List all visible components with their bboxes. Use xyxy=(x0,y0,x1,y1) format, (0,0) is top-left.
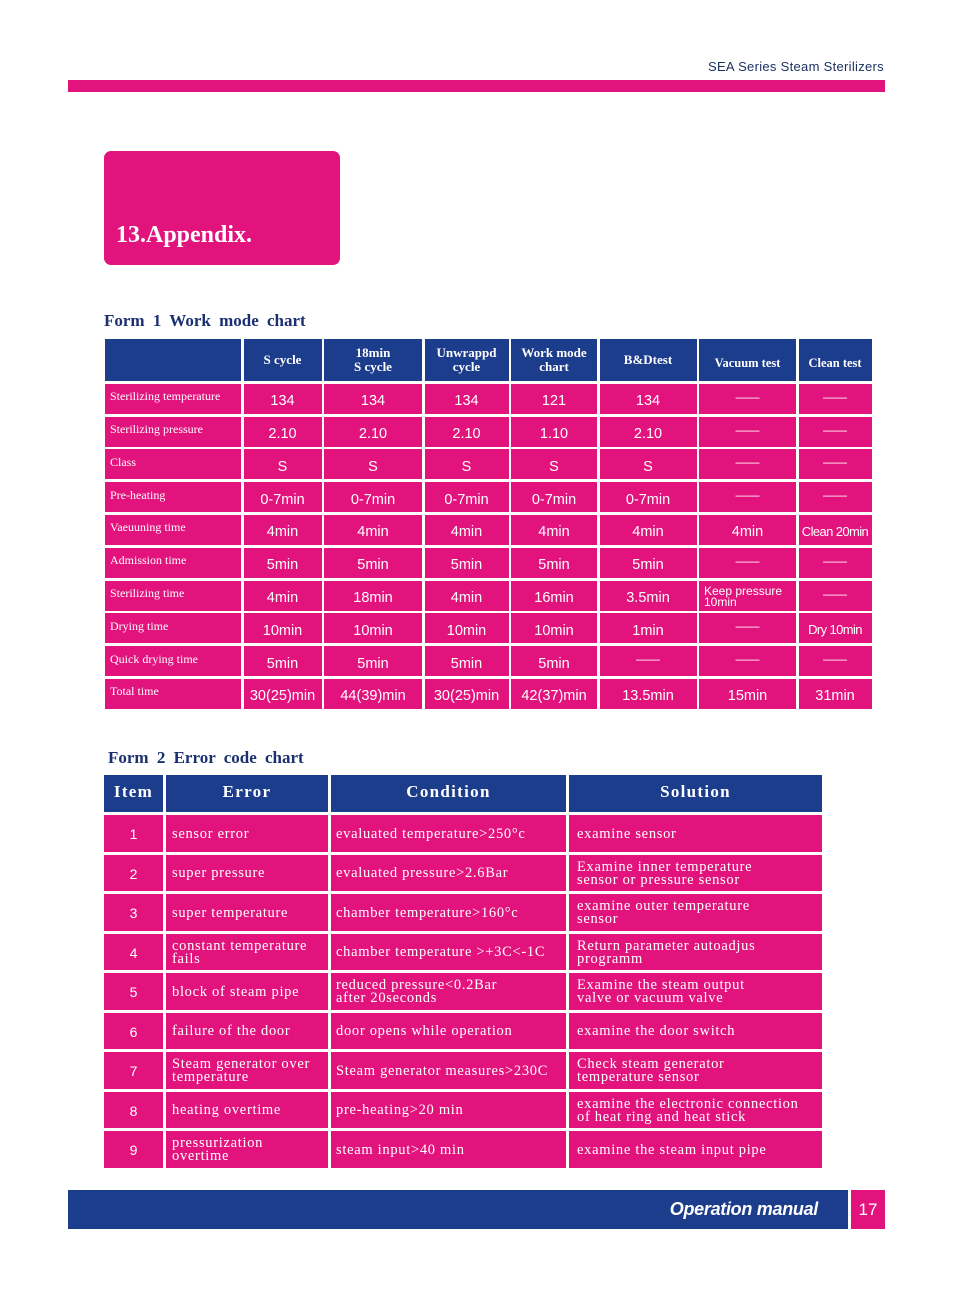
error-solution: Check steam generator temperature sensor xyxy=(569,1052,822,1089)
work-mode-cell: 4min xyxy=(425,515,509,545)
footer-manual-title: Operation manual xyxy=(669,1199,818,1219)
error-name: super pressure xyxy=(166,855,328,892)
work-mode-row-label: Class xyxy=(105,449,241,479)
work-mode-cell: 5min xyxy=(244,548,322,578)
work-mode-cell: S xyxy=(244,449,322,479)
error-solution: examine sensor xyxy=(569,815,822,852)
error-condition: Steam generator measures>230C xyxy=(331,1052,566,1089)
work-mode-cell: S xyxy=(425,449,509,479)
work-mode-cell: 13.5min xyxy=(600,679,697,709)
error-condition: steam input>40 min xyxy=(331,1131,566,1168)
work-mode-cell: 30(25)min xyxy=(244,679,322,709)
work-mode-column-header: Vacuum test xyxy=(699,339,796,381)
work-mode-cell: —— xyxy=(799,482,872,512)
work-mode-cell: 10min xyxy=(425,613,509,643)
page-number: 17 xyxy=(858,1199,878,1219)
error-code-caption: Form 2 Error code chart xyxy=(108,748,304,767)
page-number-box xyxy=(851,1190,885,1229)
work-mode-cell: S xyxy=(324,449,422,479)
work-mode-cell: —— xyxy=(799,417,872,447)
work-mode-cell: —— xyxy=(799,548,872,578)
work-mode-column-header: S cycle xyxy=(244,339,322,381)
work-mode-cell: 4min xyxy=(699,515,796,545)
work-mode-cell: 5min xyxy=(600,548,697,578)
error-item-number: 9 xyxy=(104,1131,163,1168)
work-mode-cell: 3.5min xyxy=(600,581,697,611)
work-mode-cell: S xyxy=(600,449,697,479)
work-mode-cell: 2.10 xyxy=(324,417,422,447)
work-mode-row-label: Total time xyxy=(105,679,241,709)
work-mode-cell: 15min xyxy=(699,679,796,709)
work-mode-cell: 5min xyxy=(511,548,597,578)
error-solution: examine the electronic connection of heat ring and heat stick xyxy=(569,1092,822,1129)
error-name: failure of the door xyxy=(166,1013,328,1050)
error-solution: examine the steam input pipe xyxy=(569,1131,822,1168)
work-mode-corner-header xyxy=(105,339,241,381)
work-mode-row-label: Sterilizing temperature xyxy=(105,384,241,414)
work-mode-cell: 5min xyxy=(324,548,422,578)
work-mode-cell: —— xyxy=(799,384,872,414)
work-mode-cell: 134 xyxy=(244,384,322,414)
work-mode-column-header: Work mode chart xyxy=(511,339,597,381)
work-mode-column-header: B&Dtest xyxy=(600,339,697,381)
error-condition: chamber temperature>160°c xyxy=(331,894,566,931)
section-title: 13.Appendix. xyxy=(116,222,253,248)
work-mode-cell: —— xyxy=(600,646,697,676)
error-item-number: 2 xyxy=(104,855,163,892)
work-mode-cell: 134 xyxy=(600,384,697,414)
work-mode-cell: 1.10 xyxy=(511,417,597,447)
error-name: Steam generator over temperature xyxy=(166,1052,328,1089)
work-mode-column-header: Unwrappd cycle xyxy=(425,339,509,381)
work-mode-cell: —— xyxy=(699,384,796,414)
work-mode-row-label: Pre-heating xyxy=(105,482,241,512)
work-mode-cell: —— xyxy=(699,449,796,479)
error-code-table xyxy=(104,775,822,1168)
error-name: constant temperature fails xyxy=(166,934,328,971)
work-mode-cell: —— xyxy=(699,646,796,676)
work-mode-cell: 10min xyxy=(244,613,322,643)
work-mode-cell: 2.10 xyxy=(244,417,322,447)
error-condition: reduced pressure<0.2Bar after 20seconds xyxy=(331,973,566,1010)
error-name: pressurization overtime xyxy=(166,1131,328,1168)
work-mode-row-label: Admission time xyxy=(105,548,241,578)
work-mode-caption: Form 1 Work mode chart xyxy=(104,311,306,330)
error-item-number: 8 xyxy=(104,1092,163,1129)
work-mode-cell: 4min xyxy=(511,515,597,545)
work-mode-cell: Keep pressure 10min xyxy=(699,581,796,611)
error-name: sensor error xyxy=(166,815,328,852)
error-code-column-header: Item xyxy=(104,775,163,812)
work-mode-column-header: 18min S cycle xyxy=(324,339,422,381)
work-mode-cell: Dry 10min xyxy=(799,613,872,643)
error-condition: evaluated pressure>2.6Bar xyxy=(331,855,566,892)
work-mode-cell: 4min xyxy=(600,515,697,545)
work-mode-cell: 1min xyxy=(600,613,697,643)
work-mode-cell: 134 xyxy=(425,384,509,414)
work-mode-cell: 4min xyxy=(324,515,422,545)
work-mode-cell: 2.10 xyxy=(425,417,509,447)
error-item-number: 1 xyxy=(104,815,163,852)
work-mode-cell: 4min xyxy=(425,581,509,611)
error-name: block of steam pipe xyxy=(166,973,328,1010)
work-mode-cell: Clean 20min xyxy=(799,515,872,545)
work-mode-cell: 121 xyxy=(511,384,597,414)
error-solution: Examine inner temperature sensor or pressure sensor xyxy=(569,855,822,892)
error-name: super temperature xyxy=(166,894,328,931)
work-mode-cell: 44(39)min xyxy=(324,679,422,709)
error-item-number: 7 xyxy=(104,1052,163,1089)
work-mode-cell: 0-7min xyxy=(425,482,509,512)
error-condition: evaluated temperature>250°c xyxy=(331,815,566,852)
error-item-number: 5 xyxy=(104,973,163,1010)
error-code-column-header: Error xyxy=(166,775,328,812)
error-condition: chamber temperature >+3C<-1C xyxy=(331,934,566,971)
error-solution: Examine the steam output valve or vacuum valve xyxy=(569,973,822,1010)
work-mode-cell: 0-7min xyxy=(511,482,597,512)
work-mode-cell: 18min xyxy=(324,581,422,611)
work-mode-cell: 42(37)min xyxy=(511,679,597,709)
error-item-number: 3 xyxy=(104,894,163,931)
top-accent-bar xyxy=(68,80,885,92)
work-mode-row-label: Quick drying time xyxy=(105,646,241,676)
work-mode-cell: —— xyxy=(699,548,796,578)
error-solution: examine the door switch xyxy=(569,1013,822,1050)
error-name: heating overtime xyxy=(166,1092,328,1129)
work-mode-cell: S xyxy=(511,449,597,479)
work-mode-cell: —— xyxy=(699,613,796,643)
work-mode-cell: 2.10 xyxy=(600,417,697,447)
work-mode-cell: 5min xyxy=(425,548,509,578)
error-condition: pre-heating>20 min xyxy=(331,1092,566,1129)
error-item-number: 6 xyxy=(104,1013,163,1050)
section-banner xyxy=(104,151,340,265)
work-mode-cell: 4min xyxy=(244,581,322,611)
work-mode-cell: 5min xyxy=(511,646,597,676)
work-mode-cell: 0-7min xyxy=(244,482,322,512)
work-mode-cell: 134 xyxy=(324,384,422,414)
work-mode-cell: 5min xyxy=(425,646,509,676)
work-mode-cell: 5min xyxy=(244,646,322,676)
work-mode-cell: —— xyxy=(699,482,796,512)
series-title: SEA Series Steam Sterilizers xyxy=(707,59,884,74)
work-mode-cell: 10min xyxy=(324,613,422,643)
work-mode-row-label: Drying time xyxy=(105,613,241,643)
error-code-column-header: Solution xyxy=(569,775,822,812)
work-mode-row-label: Vaeuuning time xyxy=(105,515,241,545)
work-mode-row-label: Sterilizing pressure xyxy=(105,417,241,447)
work-mode-cell: 5min xyxy=(324,646,422,676)
footer-bar xyxy=(68,1190,848,1229)
work-mode-row-label: Sterilizing time xyxy=(105,581,241,611)
work-mode-cell: —— xyxy=(799,449,872,479)
work-mode-cell: —— xyxy=(699,417,796,447)
error-condition: door opens while operation xyxy=(331,1013,566,1050)
work-mode-cell: 30(25)min xyxy=(425,679,509,709)
error-item-number: 4 xyxy=(104,934,163,971)
work-mode-cell: 31min xyxy=(799,679,872,709)
error-solution: Return parameter autoadjus programm xyxy=(569,934,822,971)
work-mode-cell: —— xyxy=(799,581,872,611)
work-mode-cell: 4min xyxy=(244,515,322,545)
work-mode-cell: 16min xyxy=(511,581,597,611)
work-mode-cell: 10min xyxy=(511,613,597,643)
work-mode-column-header: Clean test xyxy=(799,339,872,381)
work-mode-cell: 0-7min xyxy=(600,482,697,512)
work-mode-cell: 0-7min xyxy=(324,482,422,512)
work-mode-table xyxy=(105,339,872,709)
work-mode-cell: —— xyxy=(799,646,872,676)
error-solution: examine outer temperature sensor xyxy=(569,894,822,931)
error-code-column-header: Condition xyxy=(331,775,566,812)
